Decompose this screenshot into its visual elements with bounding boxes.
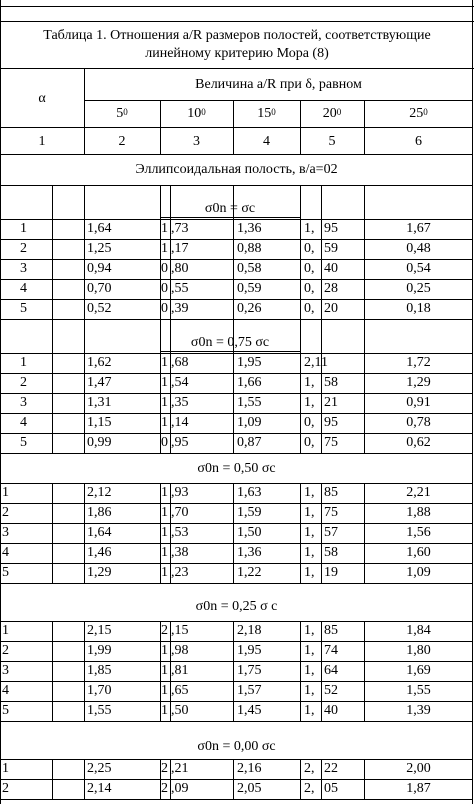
table-cell: 1, (304, 545, 315, 560)
table-cell: 1 (161, 643, 168, 658)
table-cell: 40 (324, 261, 338, 276)
table-cell: 0,52 (87, 301, 112, 316)
table-cell: 0, (304, 301, 315, 316)
table-cell: 1,67 (406, 221, 431, 236)
group-label: σ0n = 0,50 σc (197, 461, 276, 476)
table-cell: 1,55 (237, 395, 262, 410)
table-cell: 2,05 (237, 781, 262, 796)
table-cell: 1 (2, 485, 9, 500)
table-cell: 1 (161, 505, 168, 520)
column-number: 2 (118, 134, 126, 149)
table-cell: 1, (304, 703, 315, 718)
table-cell: 1,55 (406, 683, 431, 698)
table-cell: 1,29 (87, 565, 112, 580)
table-cell: 0,91 (406, 395, 431, 410)
table-cell: 2,14 (87, 781, 112, 796)
table-cell: 0,99 (87, 435, 112, 450)
table-cell: 1 (161, 485, 168, 500)
table-cell: 1 (161, 415, 168, 430)
table-cell: 2 (20, 375, 27, 390)
table-cell: 1,75 (237, 663, 262, 678)
table-cell: 1,63 (237, 485, 262, 500)
table-cell: 1 (2, 761, 9, 776)
table-cell: 3 (20, 261, 27, 276)
table-cell: 1, (304, 221, 315, 236)
table-cell: 0, (304, 281, 315, 296)
table-cell: 1 (161, 565, 168, 580)
table-cell: 2,21 (406, 485, 431, 500)
table-cell: 85 (324, 485, 338, 500)
table-cell: ,68 (171, 355, 189, 370)
table-cell: 1 (161, 663, 168, 678)
table-cell: 1,29 (406, 375, 431, 390)
table-cell: ,93 (171, 485, 189, 500)
table-cell: 0,78 (406, 415, 431, 430)
group-label: σ0n = σc (204, 201, 256, 216)
table-cell: 2,16 (237, 761, 262, 776)
table-cell: 1, (304, 375, 315, 390)
table-cell: 57 (324, 525, 338, 540)
table-cell: ,09 (171, 781, 189, 796)
angle-header: $20^0$ (322, 106, 342, 121)
table-cell: 0,18 (406, 301, 431, 316)
table-cell: 1,85 (87, 663, 112, 678)
caption-line-1: Таблица 1. Отношения a/R размеров полостей, соответствующие (43, 28, 431, 43)
section-title: Эллипсоидальная полость, в/а=02 (135, 162, 338, 177)
table-cell: 1,62 (87, 355, 112, 370)
table-cell: 1, (304, 683, 315, 698)
group-label: σ0n = 0,75 σc (190, 335, 270, 350)
table-cell: 2 (20, 241, 27, 256)
column-number: 4 (263, 134, 270, 149)
table-cell: 1,55 (87, 703, 112, 718)
table-cell: 1,88 (406, 505, 431, 520)
table-cell: 0,94 (87, 261, 112, 276)
value-header: Величина a/R при δ, равном (195, 77, 362, 92)
angle-header: $10^0$ (187, 106, 206, 121)
table-cell: 1,60 (406, 545, 431, 560)
column-number: 1 (38, 134, 46, 149)
table-cell: 1 (161, 703, 168, 718)
table-cell: 1,72 (406, 355, 431, 370)
table-cell: 74 (324, 643, 338, 658)
table-cell: 95 (324, 415, 338, 430)
table-cell: 0,54 (406, 261, 431, 276)
table-cell: 2, (304, 761, 315, 776)
table-cell: 1 (20, 355, 27, 370)
table-cell: 2, (304, 781, 315, 796)
table-cell: 1,47 (87, 375, 112, 390)
table-cell: 2 (161, 623, 168, 638)
table-cell: 1,09 (237, 415, 262, 430)
table-cell: 3 (20, 395, 27, 410)
table-cell: 1 (161, 375, 168, 390)
table-cell: 1 (161, 395, 168, 410)
table-cell: 1, (304, 643, 315, 658)
table-cell: 2,25 (87, 761, 112, 776)
table-cell: 1,36 (237, 221, 262, 236)
table-cell: 3 (2, 663, 9, 678)
table-cell: 2 (2, 505, 9, 520)
table-cell: 1,84 (406, 623, 431, 638)
table-cell: ,80 (171, 261, 189, 276)
table-cell: ,95 (171, 435, 189, 450)
table-cell: 22 (324, 761, 338, 776)
table-cell: 1,57 (237, 683, 262, 698)
table-cell: 4 (2, 683, 9, 698)
table-cell: 2,00 (406, 761, 431, 776)
table-cell: ,65 (171, 683, 189, 698)
table-cell: 1,59 (237, 505, 262, 520)
table-cell: 85 (324, 623, 338, 638)
table-cell: 1, (304, 623, 315, 638)
table-cell: ,39 (171, 301, 189, 316)
table-cell: 1, (304, 663, 315, 678)
table-cell: 1,80 (406, 643, 431, 658)
table-cell: 1,64 (87, 525, 112, 540)
table-cell: 0, (304, 241, 315, 256)
table-cell: 1 (161, 525, 168, 540)
table-cell: 2,11 (304, 355, 328, 370)
table-cell: 2,15 (87, 623, 112, 638)
table-cell: 0,70 (87, 281, 112, 296)
table-cell: 4 (2, 545, 9, 560)
table-cell: 1,45 (237, 703, 262, 718)
table-cell: 1,25 (87, 241, 112, 256)
table-cell: 1,99 (87, 643, 112, 658)
group-label: σ0n = 0,25 σ c (195, 599, 278, 614)
table-cell: 19 (324, 565, 338, 580)
column-number: 6 (415, 134, 422, 149)
table-cell: 1 (161, 683, 168, 698)
table-cell: 0,88 (237, 241, 262, 256)
table-cell: 64 (324, 663, 338, 678)
table-cell: 1 (161, 355, 168, 370)
table-cell: 20 (324, 301, 338, 316)
table-cell: 1 (20, 221, 27, 236)
table-cell: ,53 (171, 525, 189, 540)
table-cell: 0,25 (406, 281, 431, 296)
table-cell: 1,39 (406, 703, 431, 718)
table-cell: 1,69 (406, 663, 431, 678)
table-cell: 0,48 (406, 241, 431, 256)
table-cell: 1,64 (87, 221, 112, 236)
table-cell: ,21 (171, 761, 189, 776)
table-cell: 2,18 (237, 623, 262, 638)
table-cell: 1 (161, 221, 168, 236)
table-cell: 0,62 (406, 435, 431, 450)
angle-header: $15^0$ (257, 106, 276, 121)
table-cell: 1, (304, 505, 315, 520)
table-cell: 2 (161, 781, 168, 796)
table-cell: 52 (324, 683, 338, 698)
table-cell: 28 (324, 281, 338, 296)
table-cell: 58 (324, 375, 338, 390)
table-cell: ,17 (171, 241, 189, 256)
table-cell: ,23 (171, 565, 189, 580)
table-cell: 0,87 (237, 435, 262, 450)
alpha-header: α (38, 91, 46, 106)
table-cell: 1,87 (406, 781, 431, 796)
column-number: 5 (328, 134, 336, 149)
table-cell: ,14 (171, 415, 189, 430)
table-cell: ,55 (171, 281, 189, 296)
table-cell: 5 (2, 703, 9, 718)
table-cell: 1, (304, 485, 315, 500)
table-cell: 2 (161, 761, 168, 776)
table-cell: 2 (2, 781, 9, 796)
table-cell: 1,66 (237, 375, 262, 390)
table-cell: 1,22 (237, 565, 262, 580)
angle-header: $5^0$ (116, 106, 128, 121)
table-cell: ,35 (171, 395, 189, 410)
table-cell: 0 (161, 261, 168, 276)
table-cell: 75 (324, 435, 338, 450)
table-cell: ,15 (171, 623, 189, 638)
table-cell: ,38 (171, 545, 189, 560)
table-cell: 1,50 (237, 525, 262, 540)
table-cell: 4 (20, 415, 27, 430)
table-cell: 1,15 (87, 415, 112, 430)
table-cell: 0 (161, 435, 168, 450)
table-cell: ,54 (171, 375, 189, 390)
table-cell: 1,95 (237, 355, 262, 370)
table-cell: 58 (324, 545, 338, 560)
group-label: σ0n = 0,00 σc (197, 739, 276, 754)
table-cell: 1, (304, 395, 315, 410)
table-cell: ,81 (171, 663, 189, 678)
table-cell: 0 (161, 301, 168, 316)
table-cell: 2 (2, 643, 9, 658)
table-cell: 05 (324, 781, 338, 796)
table-cell: 3 (2, 525, 9, 540)
table-cell: 1 (161, 545, 168, 560)
table-cell: 75 (324, 505, 338, 520)
table-cell: 1,86 (87, 505, 112, 520)
table-cell: 40 (324, 703, 338, 718)
table-cell: 0, (304, 435, 315, 450)
caption-line-2: линейному критерию Мора (8) (145, 46, 329, 61)
table-cell: 1, (304, 565, 315, 580)
table-cell: 59 (324, 241, 338, 256)
table-cell: ,98 (171, 643, 189, 658)
table-cell: 1, (304, 525, 315, 540)
table-cell: ,50 (171, 703, 189, 718)
table-cell: 1,36 (237, 545, 262, 560)
table-cell: 5 (20, 435, 27, 450)
angle-header: $25^0$ (409, 106, 428, 121)
table-cell: 1 (2, 623, 9, 638)
table-cell: 1,70 (87, 683, 112, 698)
table-cell: ,70 (171, 505, 189, 520)
table-cell: 0,59 (237, 281, 262, 296)
table-cell: 0 (161, 281, 168, 296)
table-cell: 5 (2, 565, 9, 580)
table-cell: 1,46 (87, 545, 112, 560)
table-cell: 1 (161, 241, 168, 256)
table-cell: 0,58 (237, 261, 262, 276)
table-cell: 21 (324, 395, 338, 410)
table-cell: 2,12 (87, 485, 112, 500)
table-cell: 1,95 (237, 643, 262, 658)
table-cell: 0, (304, 415, 315, 430)
table-cell: 1,56 (406, 525, 431, 540)
table-cell: 5 (20, 301, 27, 316)
table-cell: 95 (324, 221, 338, 236)
table-cell: 0,26 (237, 301, 262, 316)
table-cell: 0, (304, 261, 315, 276)
table-cell: 1,31 (87, 395, 112, 410)
table-cell: 4 (20, 281, 27, 296)
table-cell: ,73 (171, 221, 189, 236)
table-cell: 1,09 (406, 565, 431, 580)
column-number: 3 (193, 134, 200, 149)
